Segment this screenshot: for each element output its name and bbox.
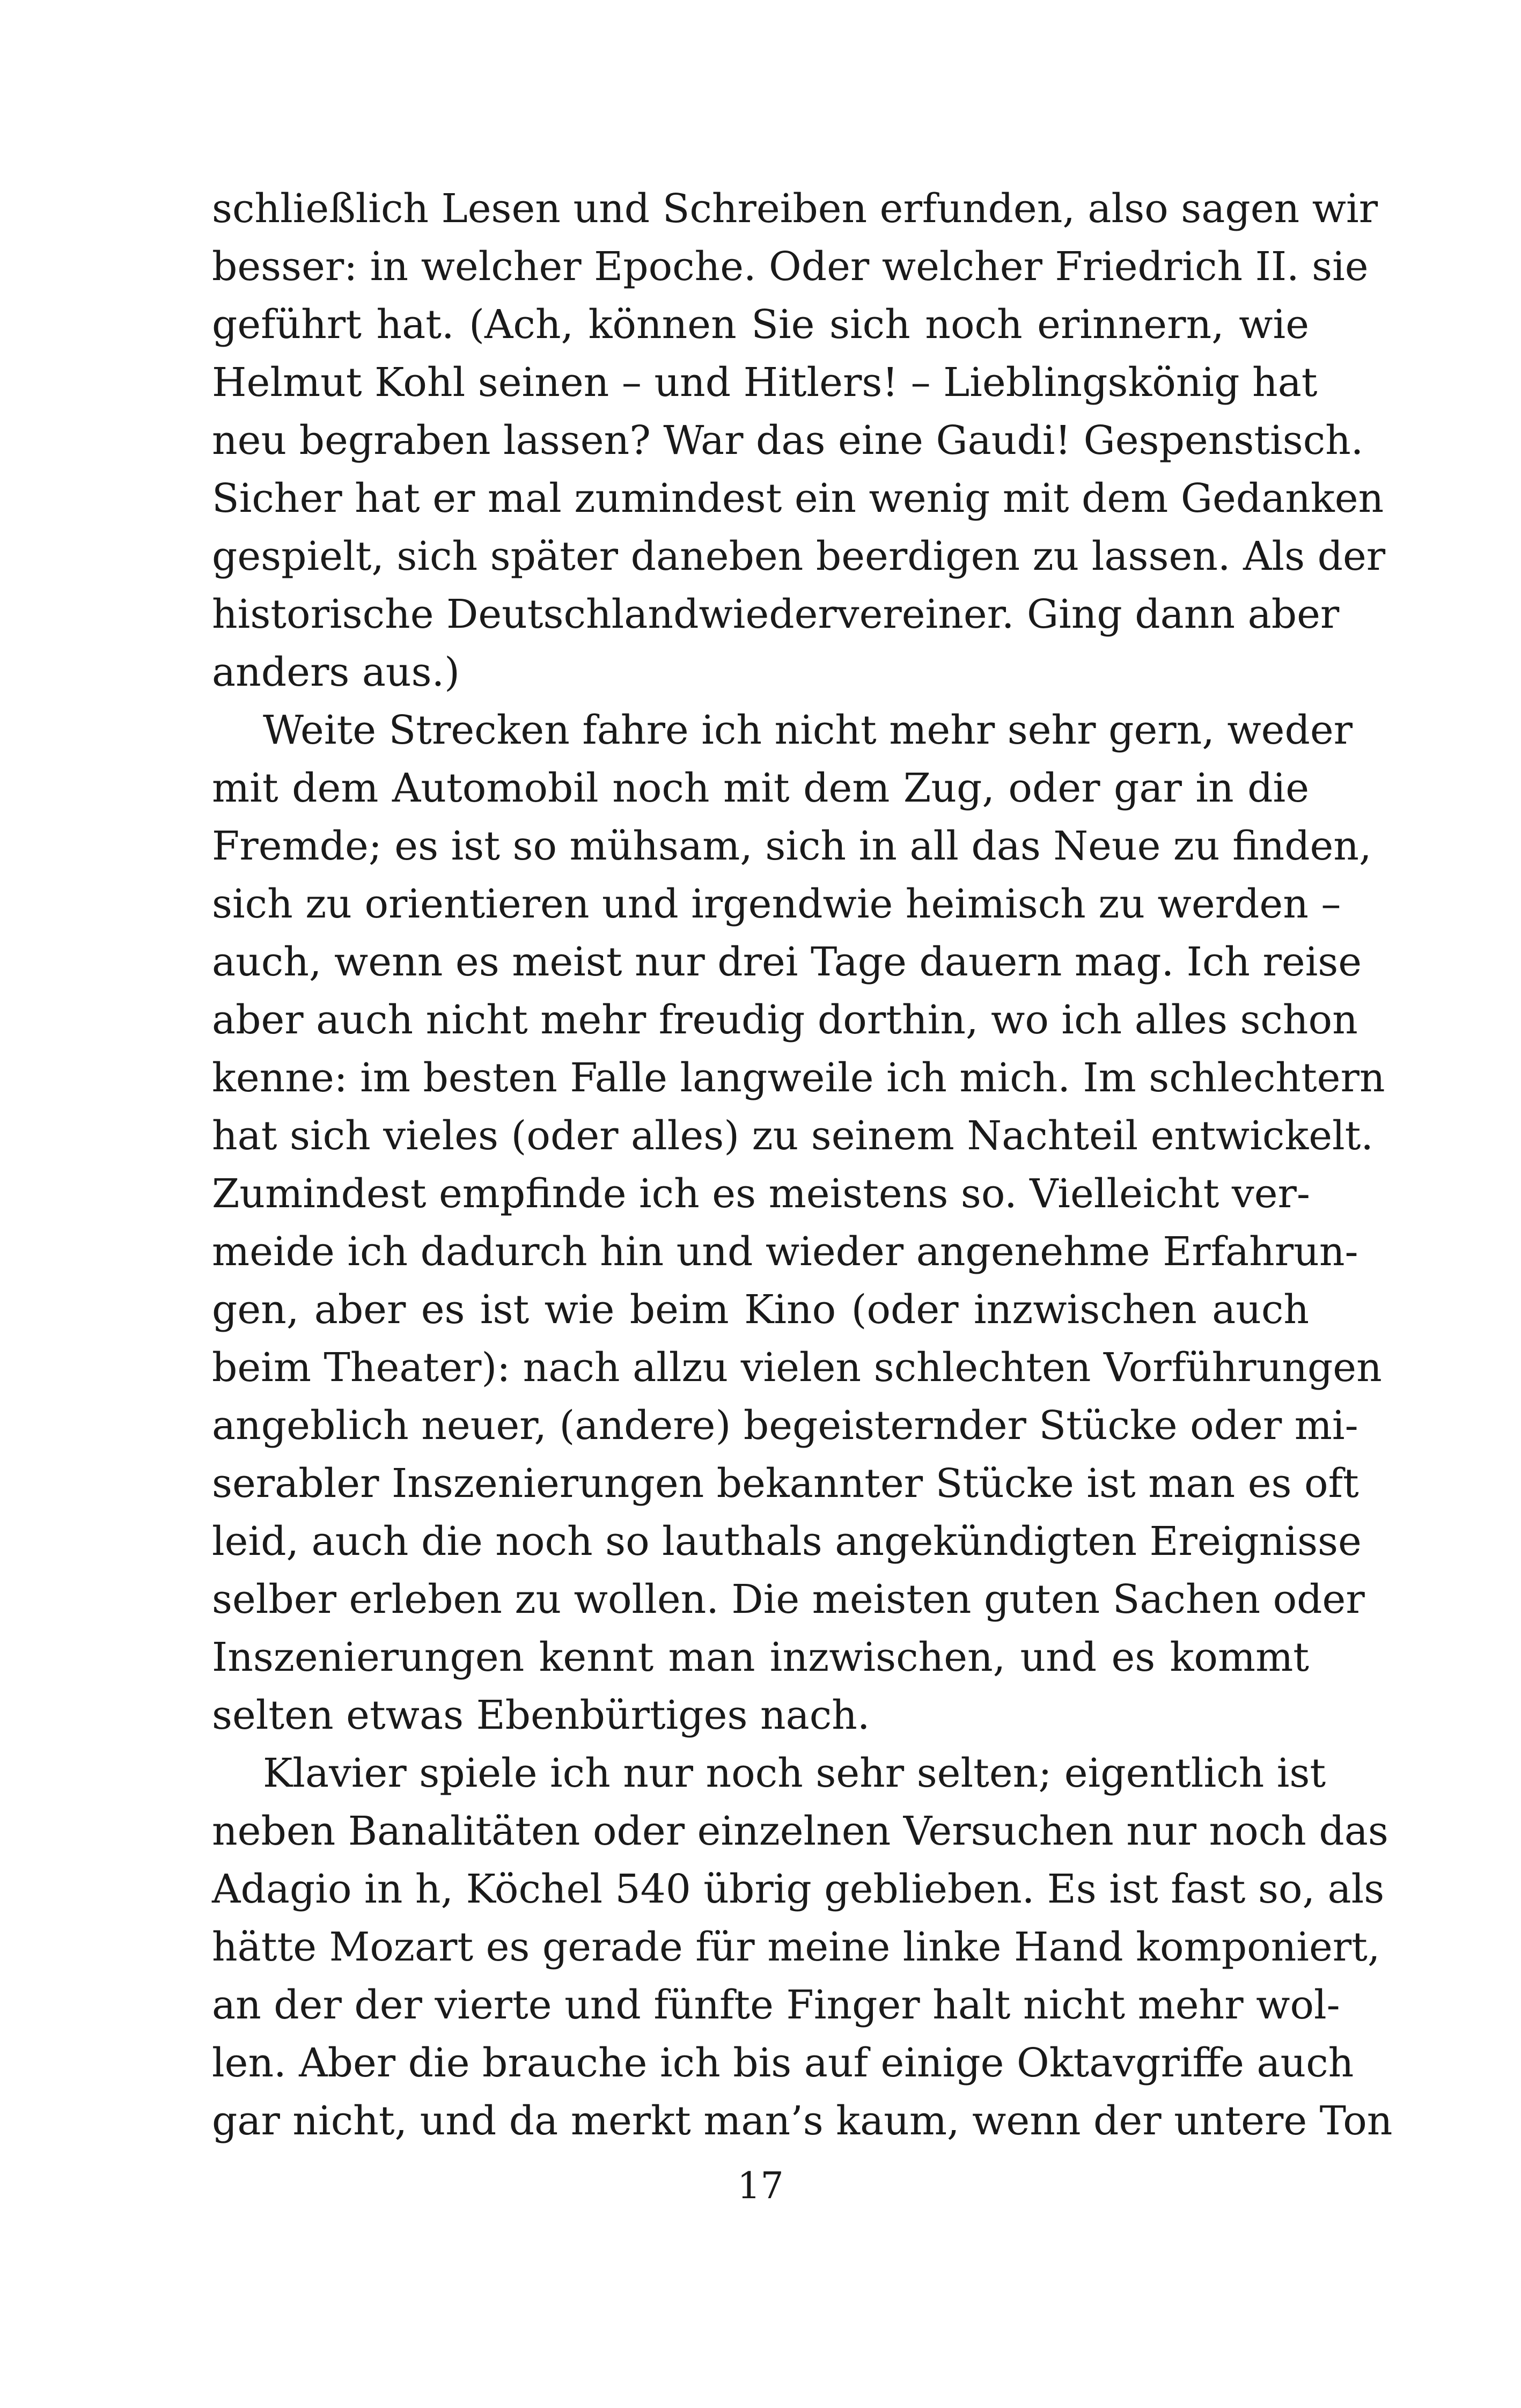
paragraph-first-line: Weite Strecken fahre ich nicht mehr sehr gern, weder — [263, 707, 1353, 753]
text-line: leid, auch die noch so lauthals angekündigten Ereignisse — [212, 1518, 1362, 1565]
text-line: gen, aber es ist wie beim Kino (oder inzwischen auch — [212, 1287, 1309, 1333]
paragraph-first-line: Klavier spiele ich nur noch sehr selten; eigentlich ist — [263, 1750, 1326, 1796]
text-line: mit dem Automobil noch mit dem Zug, oder gar in die — [212, 765, 1309, 811]
text-line: neu begraben lassen? War das eine Gaudi! Gespenstisch. — [212, 417, 1364, 464]
text-line: sich zu orientieren und irgendwie heimisch zu werden – — [212, 881, 1341, 927]
text-line: hätte Mozart es gerade für meine linke Hand komponiert, — [212, 1924, 1380, 1970]
text-line: Sicher hat er mal zumindest ein wenig mit dem Gedanken — [212, 475, 1384, 522]
text-line: serabler Inszenierungen bekannter Stücke ist man es oft — [212, 1460, 1359, 1507]
body-text — [212, 180, 1393, 2150]
text-line: Fremde; es ist so mühsam, sich in all das Neue zu finden, — [212, 823, 1372, 869]
text-line: hat sich vieles (oder alles) zu seinem Nachteil entwickelt. — [212, 1113, 1373, 1159]
text-line: auch, wenn es meist nur drei Tage dauern mag. Ich reise — [212, 939, 1362, 985]
text-line: meide ich dadurch hin und wieder angenehme Erfahrun- — [212, 1229, 1358, 1275]
text-line: gar nicht, und da merkt man’s kaum, wenn der untere Ton — [212, 2098, 1393, 2144]
text-line: selber erleben zu wollen. Die meisten guten Sachen oder — [212, 1576, 1365, 1623]
text-line: neben Banalitäten oder einzelnen Versuchen nur noch das — [212, 1808, 1388, 1854]
text-line: Inszenierungen kennt man inzwischen, und es kommt — [212, 1634, 1309, 1680]
text-line: gespielt, sich später daneben beerdigen zu lassen. Als der — [212, 533, 1386, 579]
text-line: Adagio in h, Köchel 540 übrig geblieben. Es ist fast so, als — [212, 1866, 1385, 1912]
text-line: historische Deutschlandwiedervereiner. Ging dann aber — [212, 591, 1340, 637]
text-line: anders aus.) — [212, 649, 460, 695]
text-line: selten etwas Ebenbürtiges nach. — [212, 1692, 870, 1738]
text-line: kenne: im besten Falle langweile ich mich. Im schlechtern — [212, 1055, 1385, 1101]
text-line: len. Aber die brauche ich bis auf einige Oktavgriffe auch — [212, 2040, 1354, 2086]
text-line: geführt hat. (Ach, können Sie sich noch erinnern, wie — [212, 302, 1309, 348]
text-line: schließlich Lesen und Schreiben erfunden, also sagen wir — [212, 186, 1378, 232]
text-line: beim Theater): nach allzu vielen schlechten Vorführungen — [212, 1345, 1382, 1391]
text-line: besser: in welcher Epoche. Oder welcher Friedrich II. sie — [212, 244, 1369, 290]
text-line: an der der vierte und fünfte Finger halt nicht mehr wol- — [212, 1982, 1340, 2028]
text-line: Helmut Kohl seinen – und Hitlers! – Lieblingskönig hat — [212, 359, 1318, 406]
text-line: aber auch nicht mehr freudig dorthin, wo ich alles schon — [212, 997, 1358, 1043]
text-line: Zumindest empfinde ich es meistens so. Vielleicht ver- — [212, 1171, 1310, 1217]
page-number: 17 — [737, 2165, 784, 2207]
text-line: angeblich neuer, (andere) begeisternder Stücke oder mi- — [212, 1403, 1358, 1449]
